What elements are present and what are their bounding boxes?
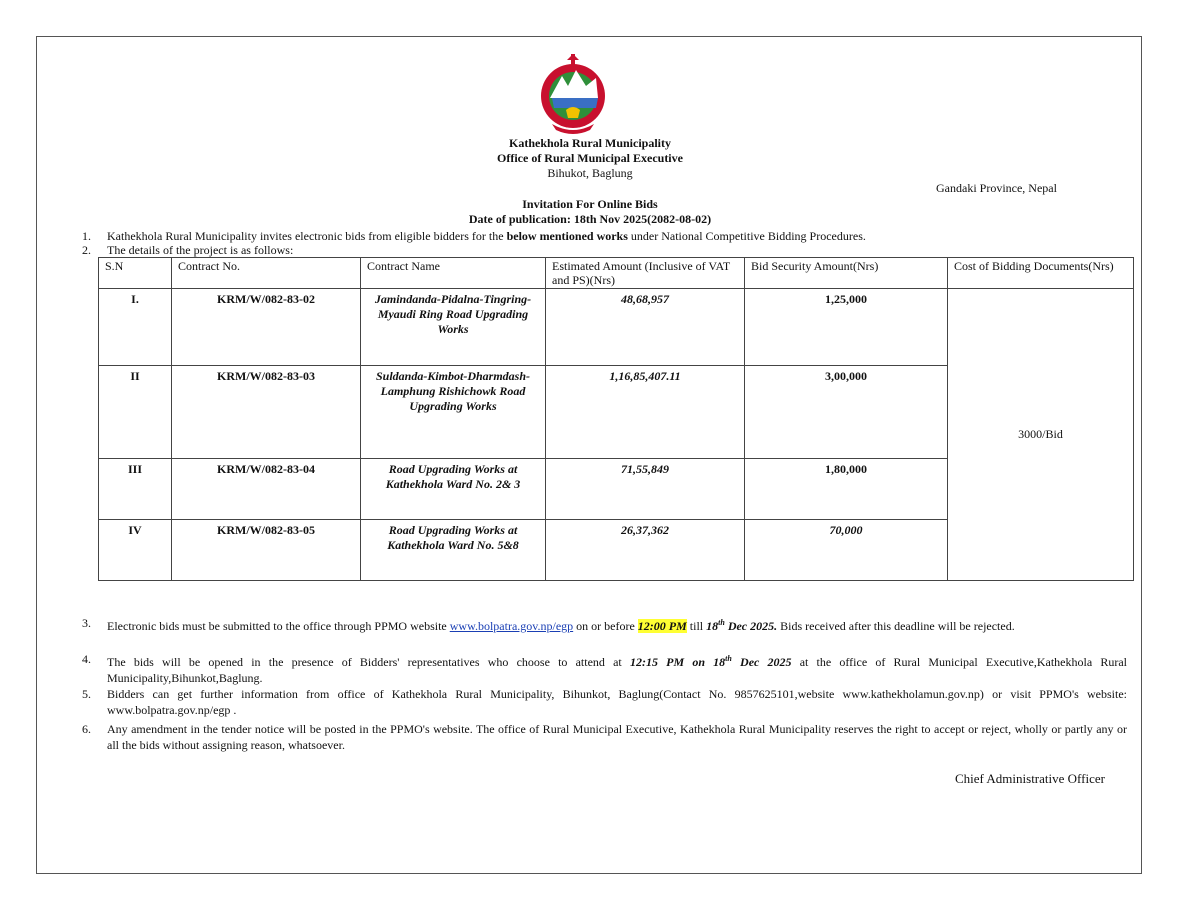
row-contract-name: Road Upgrading Works at Kathekhola Ward No. 2& 3 xyxy=(361,459,546,520)
row-bid-security: 1,80,000 xyxy=(745,459,948,520)
row-contract-no: KRM/W/082-83-03 xyxy=(172,366,361,459)
nepal-emblem-icon xyxy=(538,52,608,136)
row-estimated-amount: 26,37,362 xyxy=(546,520,745,581)
row-bid-security: 3,00,000 xyxy=(745,366,948,459)
header-contract-name: Contract Name xyxy=(361,258,546,289)
office-address: Bihukot, Baglung xyxy=(547,166,633,180)
table-header-row xyxy=(99,258,1134,289)
cost-of-documents: 3000/Bid xyxy=(948,289,1134,581)
item-2-number: 2. xyxy=(82,243,91,257)
bolpatra-link[interactable]: www.bolpatra.gov.np/egp xyxy=(449,619,574,633)
row-sn: II xyxy=(99,366,172,459)
row-contract-no: KRM/W/082-83-05 xyxy=(172,520,361,581)
header-cost-of-documents: Cost of Bidding Documents(Nrs) xyxy=(948,258,1134,289)
point-4-text: The bids will be opened in the presence of Bidders' representatives who choose to attend at 12:15 PM on 18th Dec 2025 at the office of Rural Municipal Executive,Kathekhola Rural Municipality,Bihunkot,Baglung. xyxy=(107,654,1128,685)
row-estimated-amount: 48,68,957 xyxy=(546,289,745,366)
bids-table xyxy=(98,257,1134,581)
row-bid-security: 70,000 xyxy=(745,520,948,581)
notice-title: Invitation For Online Bids xyxy=(522,197,658,211)
point-3-text: Electronic bids must be submitted to the office through PPMO website www.bolpatra.gov.np/egp on or before 12:00 PM till 18th Dec 2025. Bids received after this deadline will be rejected. xyxy=(107,618,1015,633)
point-3-number: 3. xyxy=(82,616,91,630)
province: Gandaki Province, Nepal xyxy=(936,181,1057,195)
publication-date: Date of publication: 18th Nov 2025(2082-08-02) xyxy=(468,212,712,226)
point-5-number: 5. xyxy=(82,687,91,701)
row-contract-no: KRM/W/082-83-04 xyxy=(172,459,361,520)
office-name: Office of Rural Municipal Executive xyxy=(497,151,683,165)
row-contract-name: Suldanda-Kimbot-Dharmdash-Lamphung Rishichowk Road Upgrading Works xyxy=(361,366,546,459)
row-estimated-amount: 1,16,85,407.11 xyxy=(546,366,745,459)
item-1-text: Kathekhola Rural Municipality invites electronic bids from eligible bidders for the below mentioned works under National Competitive Bidding Procedures. xyxy=(107,229,866,243)
row-contract-no: KRM/W/082-83-02 xyxy=(172,289,361,366)
row-sn: IV xyxy=(99,520,172,581)
header-sn: S.N xyxy=(99,258,172,289)
row-sn: I. xyxy=(99,289,172,366)
signature: Chief Administrative Officer xyxy=(955,771,1105,786)
header-contract-no: Contract No. xyxy=(172,258,361,289)
point-6-text: Any amendment in the tender notice will be posted in the PPMO's website. The office of Rural Municipal Executive, Kathekhola Rural Municipality reserves the right to accept or reject, wholly or partly any or all the bids without assigning reason, whatsoever. xyxy=(107,722,1127,752)
point-6-number: 6. xyxy=(82,722,91,736)
row-contract-name: Jamindanda-Pidalna-Tingring-Myaudi Ring Road Upgrading Works xyxy=(361,289,546,366)
table-row xyxy=(99,289,1134,366)
item-1-number: 1. xyxy=(82,229,91,243)
municipality-name: Kathekhola Rural Municipality xyxy=(508,136,672,150)
point-5-text: Bidders can get further information from office of Kathekhola Rural Municipality, Bihunkot, Baglung(Contact No. 9857625101,website www.kathekholamun.gov.np) or visit PPMO's website: www.bolpatra.gov.np/egp . xyxy=(107,687,1127,717)
header-estimated-amount: Estimated Amount (Inclusive of VAT and PS)(Nrs) xyxy=(546,258,745,289)
point-4-number: 4. xyxy=(82,652,91,666)
header-bid-security: Bid Security Amount(Nrs) xyxy=(745,258,948,289)
row-sn: III xyxy=(99,459,172,520)
row-contract-name: Road Upgrading Works at Kathekhola Ward No. 5&8 xyxy=(361,520,546,581)
row-bid-security: 1,25,000 xyxy=(745,289,948,366)
row-estimated-amount: 71,55,849 xyxy=(546,459,745,520)
item-2-text: The details of the project is as follows: xyxy=(107,243,294,257)
